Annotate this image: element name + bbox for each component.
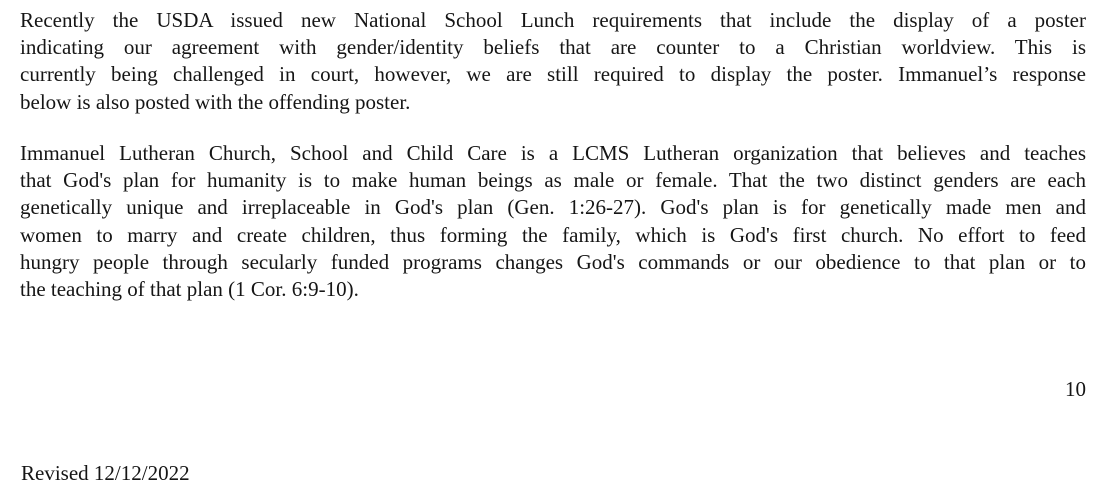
text-line: Recently the USDA issued new National School Lunch requirements that include the display of a poster	[20, 8, 1086, 32]
text-line: currently being challenged in court, however, we are still required to display the poster. Immanuel’s response	[20, 62, 1086, 87]
text-line: below is also posted with the offending poster.	[20, 89, 411, 114]
text-line: that God's plan for humanity is to make human beings as male or female. That the two distinct genders are each	[20, 168, 1086, 193]
paragraph-immanuel-response	[20, 140, 1086, 303]
revision-date: Revised 12/12/2022	[21, 461, 190, 485]
text-line: indicating our agreement with gender/identity beliefs that are counter to a Christian worldview. This is	[20, 35, 1086, 60]
paragraph-usda-poster-notice	[20, 7, 1086, 116]
text-line: hungry people through secularly funded programs changes God's commands or our obedience to that plan or to	[20, 249, 1086, 274]
text-line: Immanuel Lutheran Church, School and Child Care is a LCMS Lutheran organization that believes and teaches	[20, 141, 1086, 165]
text-line: women to marry and create children, thus forming the family, which is God's first church. No effort to feed	[20, 222, 1086, 247]
text-line: the teaching of that plan (1 Cor. 6:9-10).	[20, 276, 359, 301]
text-line: genetically unique and irreplaceable in God's plan (Gen. 1:26-27). God's plan is for genetically made men and	[20, 195, 1086, 220]
page-number: 10	[1065, 377, 1086, 401]
